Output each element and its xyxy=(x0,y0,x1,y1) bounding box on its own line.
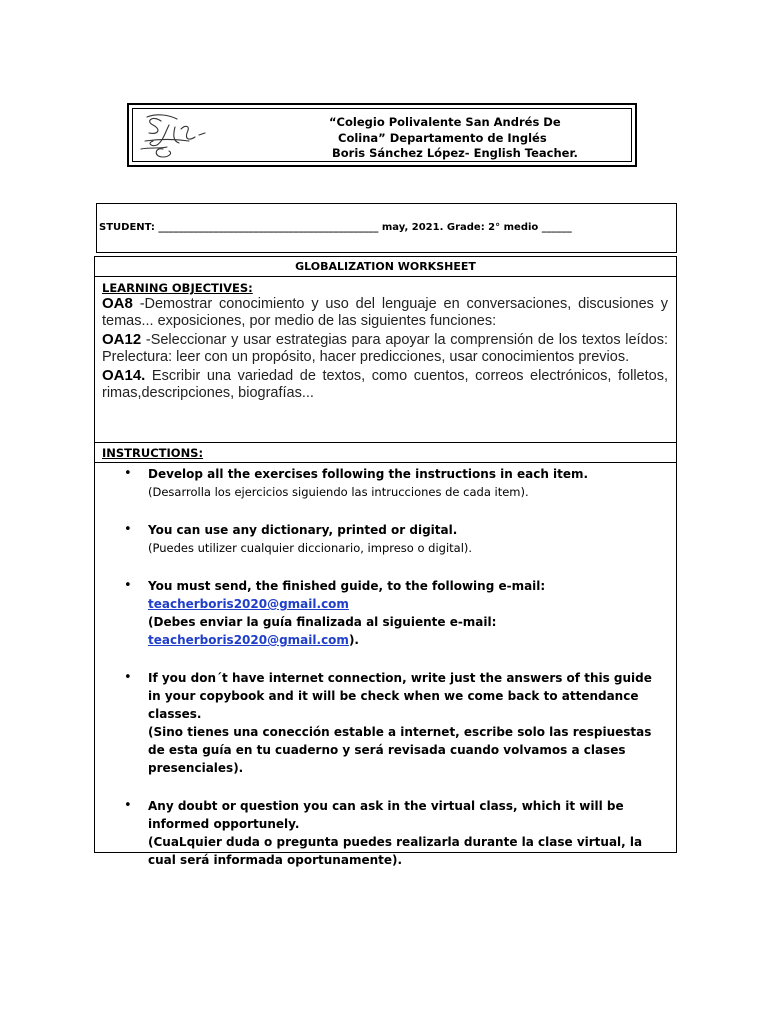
email-link[interactable]: teacherboris2020@gmail.com xyxy=(148,597,349,611)
school-header-inner xyxy=(132,108,632,162)
instructions-label: INSTRUCTIONS: xyxy=(102,446,204,460)
objective-code: OA8 xyxy=(102,295,133,312)
learning-objectives-section xyxy=(95,277,676,443)
instruction-spanish: (Sino tienes una conección estable a internet, escribe solo las respiuestas de esta guía en tu cuaderno y será revisada cuando volvamos a clases presenciales). xyxy=(148,725,652,775)
school-logo xyxy=(139,111,213,163)
instruction-english: • If you don´t have internet connection, write just the answers of this guide in your copybook and it will be check when we come back to attendance classes. xyxy=(148,671,652,721)
closing-paren: ). xyxy=(348,633,359,647)
school-name-line2: Colina” Departamento de Inglés xyxy=(338,130,547,145)
instruction-english: Develop all the exercises following the instructions in each item. xyxy=(148,467,589,481)
worksheet-body xyxy=(94,256,677,867)
objective-oa8 xyxy=(102,295,668,330)
instruction-item xyxy=(148,797,656,869)
objective-text: -Seleccionar y usar estrategias para apoyar la comprensión de los textos leídos: Prelectura: leer con un propósito, hacer predicciones, usar conocimientos previos. xyxy=(102,332,668,365)
instruction-english: • You must send, the finished guide, to the following e-mail: xyxy=(148,579,546,593)
instruction-item xyxy=(148,465,656,501)
instruction-english: • You can use any dictionary, printed or digital. xyxy=(148,523,458,537)
teacher-name: Boris Sánchez López- English Teacher. xyxy=(332,146,578,160)
objective-oa14 xyxy=(102,367,668,402)
worksheet-title: GLOBALIZATION WORKSHEET xyxy=(95,257,676,277)
instructions-list xyxy=(95,463,676,869)
student-info-box xyxy=(96,203,677,253)
objective-text: Escribir una variedad de textos, como cuentos, correos electrónicos, folletos, rimas,descripciones, biografías... xyxy=(102,368,668,401)
school-header xyxy=(127,103,637,167)
instruction-spanish: (Puedes utilizer cualquier diccionario, impreso o digital). xyxy=(148,541,473,555)
instruction-english: • Any doubt or question you can ask in the virtual class, which it will be informed opportunely. xyxy=(148,799,624,831)
instruction-spanish: (Desarrolla los ejercicios siguiendo las intrucciones de cada item). xyxy=(148,485,529,499)
instructions-header xyxy=(95,443,676,463)
school-name xyxy=(303,115,583,162)
instruction-item xyxy=(148,521,656,557)
student-line: STUDENT: ____________________________________________ may, 2021. Grade: 2° medio ______ xyxy=(99,222,572,233)
objective-oa12 xyxy=(102,331,668,366)
instruction-spanish: (CuaLquier duda o pregunta puedes realizarla durante la clase virtual, la cual será informada oportunamente). xyxy=(148,835,643,867)
instruction-spanish: (Debes enviar la guía finalizada al siguiente e-mail: xyxy=(148,615,497,629)
objective-code: OA14. xyxy=(102,367,146,384)
school-name-line1: “Colegio Polivalente San Andrés De xyxy=(329,115,561,129)
instruction-item xyxy=(148,669,656,777)
objective-code: OA12 xyxy=(102,331,142,348)
email-link-2[interactable]: teacherboris2020@gmail.com xyxy=(148,633,349,647)
learning-objectives-label: LEARNING OBJECTIVES: xyxy=(102,281,253,295)
objective-text: -Demostrar conocimiento y uso del lenguaje en conversaciones, discusiones y temas... exposiciones, por medio de las siguientes funciones: xyxy=(102,296,668,329)
instruction-item xyxy=(148,577,656,649)
